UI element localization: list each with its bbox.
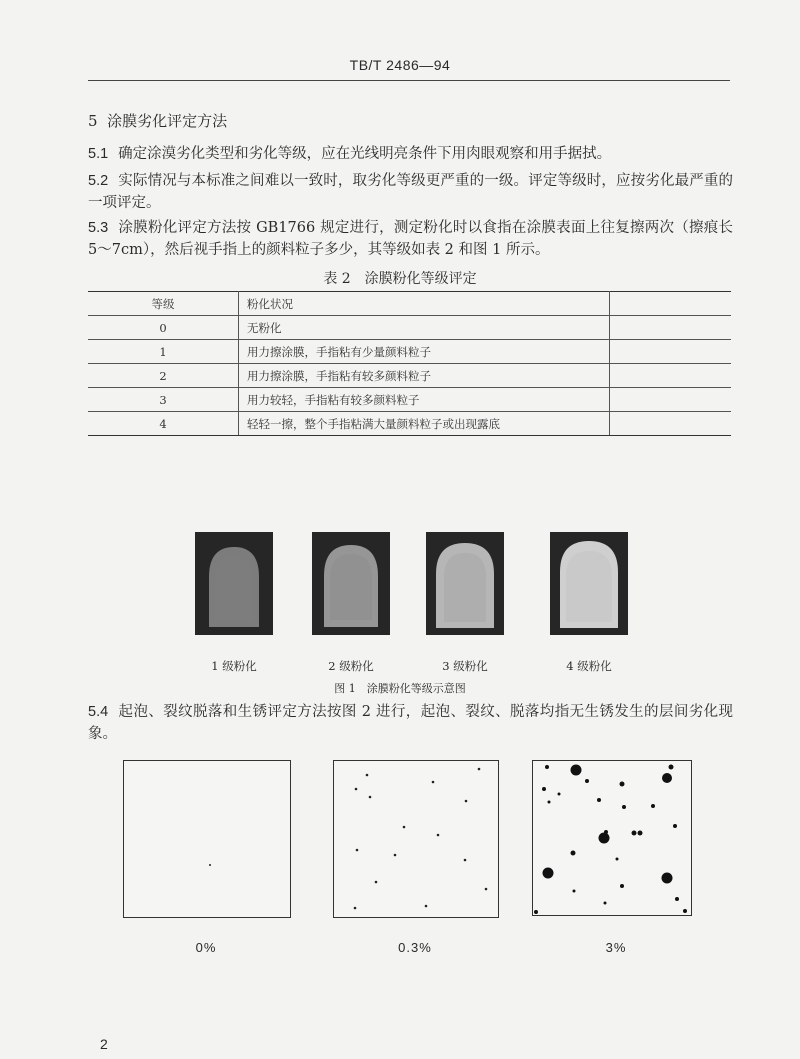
fingerprint-photo-grade-4 bbox=[550, 532, 628, 635]
figure1-label: 1 级粉化 bbox=[211, 659, 257, 673]
defect-box-3-percent bbox=[532, 760, 692, 916]
figure2-label: 0.3% bbox=[398, 940, 432, 955]
paragraph-5-4 bbox=[88, 701, 733, 745]
table-row bbox=[88, 412, 731, 436]
empty-cell bbox=[610, 388, 732, 412]
condition-cell: 轻轻一擦，整个手指粘满大量颜料粒子或出现露底 bbox=[239, 412, 610, 436]
paragraph-5-2 bbox=[88, 170, 733, 214]
grade-cell: 0 bbox=[88, 316, 239, 340]
paragraph-5-3 bbox=[88, 217, 733, 261]
paragraph-number: 5.4 bbox=[88, 704, 109, 720]
fingerprint-photo-grade-1 bbox=[195, 532, 273, 635]
defect-box-0-3-percent bbox=[333, 760, 499, 918]
table-caption: 表 2 涂膜粉化等级评定 bbox=[323, 271, 477, 287]
column-header-condition: 粉化状况 bbox=[239, 292, 610, 316]
figure1-caption: 图 1 涂膜粉化等级示意图 bbox=[334, 682, 466, 695]
figure2-label: 0% bbox=[195, 940, 217, 955]
defect-box-0-percent bbox=[123, 760, 291, 918]
paragraph-text: 实际情况与本标准之间难以一致时，取劣化等级更严重的一级。评定等级时，应按劣化最严重的一项评定。 bbox=[88, 173, 733, 211]
table-row bbox=[88, 340, 731, 364]
defect-dots-0 bbox=[124, 761, 290, 917]
grade-cell: 4 bbox=[88, 412, 239, 436]
table-header-row bbox=[88, 292, 731, 316]
chalking-grade-table bbox=[88, 291, 731, 436]
condition-cell: 无粉化 bbox=[239, 316, 610, 340]
section-title bbox=[88, 110, 227, 131]
figure1-label: 3 级粉化 bbox=[442, 659, 488, 673]
empty-cell bbox=[610, 412, 732, 436]
table-row bbox=[88, 316, 731, 340]
figure2-label: 3% bbox=[605, 940, 627, 955]
paragraph-number: 5.3 bbox=[88, 220, 109, 236]
page-number: 2 bbox=[100, 1036, 108, 1052]
paragraph-text: 确定涂漠劣化类型和劣化等级，应在光线明亮条件下用肉眼观察和用手据拭。 bbox=[118, 146, 612, 162]
condition-cell: 用力擦涂膜，手指粘有少量颜料粒子 bbox=[239, 340, 610, 364]
column-header-grade: 等级 bbox=[88, 292, 239, 316]
fingerprint-photo-grade-3 bbox=[426, 532, 504, 635]
paragraph-number: 5.2 bbox=[88, 173, 109, 189]
paragraph-number: 5.1 bbox=[88, 146, 109, 162]
grade-cell: 2 bbox=[88, 364, 239, 388]
grade-cell: 3 bbox=[88, 388, 239, 412]
condition-cell: 用力较轻，手指粘有较多颜料粒子 bbox=[239, 388, 610, 412]
section-title-text: 涂膜劣化评定方法 bbox=[107, 112, 228, 130]
fingerprint-photo-grade-2 bbox=[312, 532, 390, 635]
empty-cell bbox=[610, 364, 732, 388]
defect-dots-3 bbox=[533, 761, 691, 915]
header-rule bbox=[88, 80, 730, 81]
figure1-label: 4 级粉化 bbox=[566, 659, 612, 673]
paragraph-text: 涂膜粉化评定方法按 GB1766 规定进行，测定粉化时以食指在涂膜表面上往复擦两次（擦痕长 5～7cm），然后视手指上的颜料粒子多少，其等级如表 2 和图 1 所示。 bbox=[88, 220, 733, 258]
grade-cell: 1 bbox=[88, 340, 239, 364]
figure1-label: 2 级粉化 bbox=[328, 659, 374, 673]
table-row bbox=[88, 364, 731, 388]
empty-cell bbox=[610, 316, 732, 340]
paragraph-text: 起泡、裂纹脱落和生锈评定方法按图 2 进行，起泡、裂纹、脱落均指无生锈发生的层间劣化现象。 bbox=[88, 704, 733, 742]
section-number: 5 bbox=[88, 112, 98, 130]
document-header: TB/T 2486—94 bbox=[349, 57, 451, 73]
paragraph-5-1 bbox=[88, 143, 733, 165]
table-row bbox=[88, 388, 731, 412]
empty-cell bbox=[610, 340, 732, 364]
column-header-empty bbox=[610, 292, 732, 316]
condition-cell: 用力擦涂膜，手指粘有较多颜料粒子 bbox=[239, 364, 610, 388]
defect-dots-0-3 bbox=[334, 761, 498, 917]
